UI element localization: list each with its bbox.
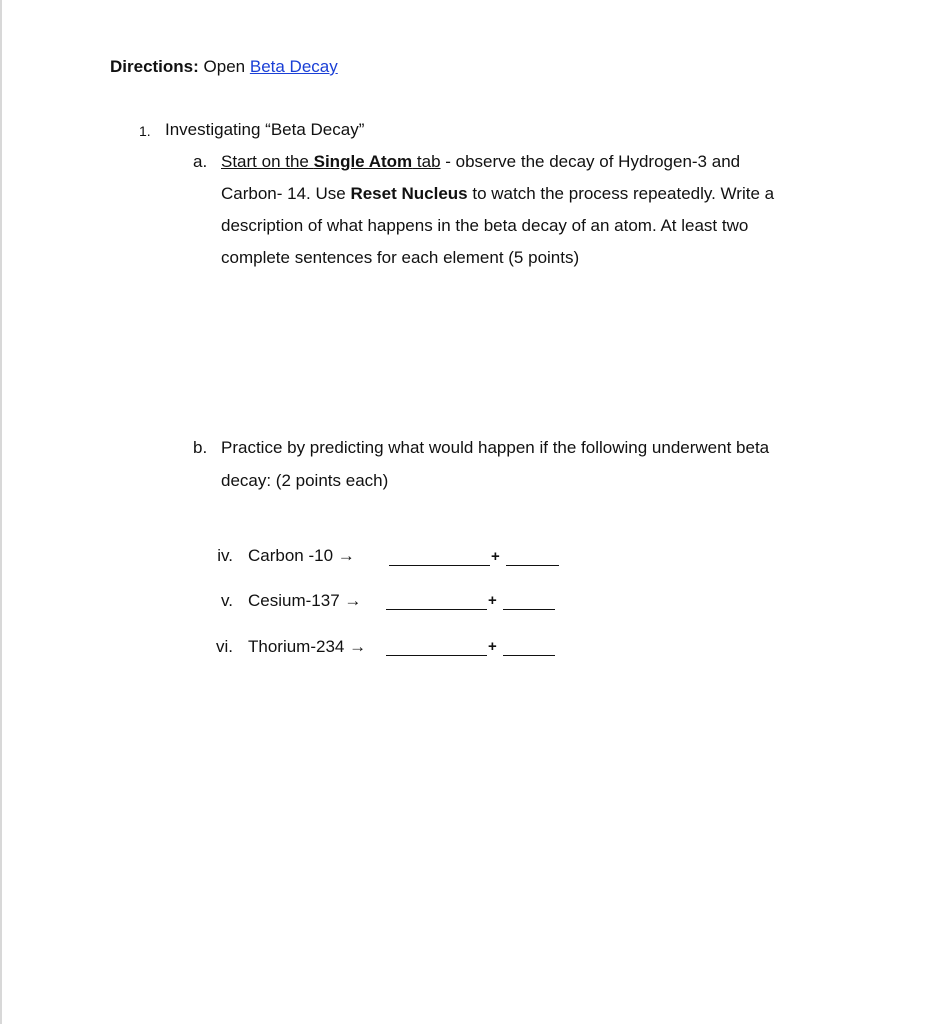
page-left-border bbox=[0, 0, 2, 1024]
part-a-line-4: complete sentences for each element (5 points) bbox=[221, 248, 580, 267]
question-1-number: 1. bbox=[139, 123, 151, 139]
item-v-particle-blank[interactable] bbox=[503, 609, 555, 610]
item-iv-label: Carbon -10 → bbox=[248, 546, 355, 565]
item-vi-product-blank[interactable] bbox=[386, 655, 487, 656]
item-v-label: Cesium-137 → bbox=[248, 591, 362, 610]
item-iv-numeral: iv. bbox=[217, 546, 233, 565]
part-a-line-3: description of what happens in the beta decay of an atom. At least two bbox=[221, 216, 749, 235]
part-a-marker: a. bbox=[193, 152, 208, 171]
directions-line bbox=[110, 57, 338, 77]
part-a-line-1-rest: - observe the decay of Hydrogen-3 and bbox=[440, 152, 741, 171]
part-b-line-1: Practice by predicting what would happen if the following underwent beta bbox=[221, 438, 770, 457]
item-v-plus: + bbox=[488, 592, 497, 609]
item-v-numeral: v. bbox=[221, 591, 233, 610]
part-b-line-2: decay: (2 points each) bbox=[221, 471, 389, 490]
directions-label: Directions: bbox=[110, 57, 199, 76]
single-atom-tab-link[interactable]: Start on the Single Atom tab bbox=[221, 152, 441, 171]
part-b-marker: b. bbox=[193, 438, 208, 457]
item-vi-particle-blank[interactable] bbox=[503, 655, 555, 656]
question-1-title: Investigating “Beta Decay” bbox=[165, 120, 365, 139]
item-v-product-blank[interactable] bbox=[386, 609, 487, 610]
item-vi-label: Thorium-234 → bbox=[248, 637, 367, 656]
item-iv-plus: + bbox=[491, 548, 500, 565]
item-iv-product-blank[interactable] bbox=[389, 565, 490, 566]
directions-open-text: Open bbox=[203, 57, 246, 76]
part-a-line-1 bbox=[221, 152, 740, 172]
item-vi-numeral: vi. bbox=[216, 637, 233, 656]
beta-decay-link[interactable]: Beta Decay bbox=[249, 57, 338, 76]
item-iv-particle-blank[interactable] bbox=[506, 565, 559, 566]
item-vi-plus: + bbox=[488, 638, 497, 655]
reset-nucleus-term: Reset Nucleus bbox=[350, 184, 468, 203]
part-a-line-2: Carbon- 14. Use Reset Nucleus to watch the process repeatedly. Write a bbox=[221, 184, 775, 203]
